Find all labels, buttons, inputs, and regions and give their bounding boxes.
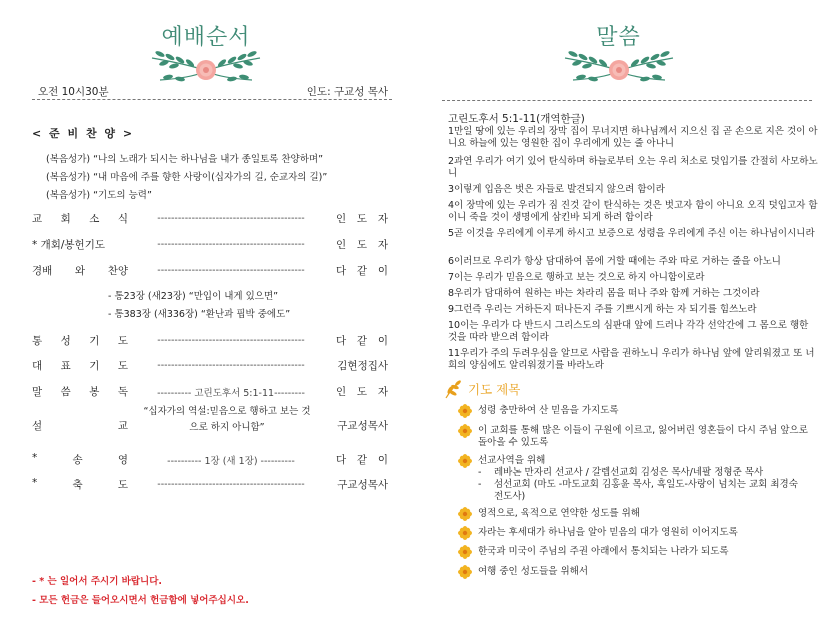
flower-bullet-icon: [458, 565, 472, 579]
prep-song: (복음성가) “내 마음에 주를 향한 사랑이(십자가의 길, 순교자의 길)”: [46, 172, 328, 183]
prep-praise-title: < 준 비 찬 양 >: [32, 127, 135, 140]
order-item-person: 다 같 이: [336, 454, 388, 466]
verse: 7이는 우리가 믿음으로 행하고 보는 것으로 하지 아니함이로라: [448, 272, 705, 283]
worship-hymn: - 통23장 (새23장) “만입이 내게 있으면”: [108, 291, 279, 302]
prayer-item: [458, 527, 808, 540]
order-dots: -------------------------------------------: [157, 265, 305, 276]
scripture-reference: 고린도후서 5:1-11(개역한글): [448, 113, 585, 125]
flower-bullet-icon: [458, 545, 472, 559]
order-item-name: * 개회/봉헌기도: [32, 239, 105, 251]
standing-notice: - * 는 일어서 주시기 바랍니다.: [32, 576, 163, 587]
flower-bullet-icon: [458, 404, 472, 418]
service-time: 오전 10시30분: [38, 86, 109, 98]
mission-sub-item: - 레바논 만자리 선교사 / 갈렙선교회 김성은 목사/네팔 정형준 목사: [478, 467, 764, 478]
floral-ornament-icon: [559, 48, 679, 86]
order-row: [32, 333, 388, 348]
offering-notice: - 모든 헌금은 들어오시면서 헌금함에 넣어주십시오.: [32, 595, 249, 606]
word-title: 말씀: [596, 25, 641, 50]
prayer-section-header: [442, 378, 520, 400]
prep-song: (복음성가) “나의 노래가 되시는 하나님을 내가 종일토록 찬양하며”: [46, 154, 323, 165]
order-dots: -------------------------------------------: [157, 239, 305, 250]
divider: [442, 100, 812, 101]
order-dots: -------------------------------------------: [157, 479, 305, 490]
order-item-name: 설 교: [32, 420, 128, 432]
verse: 6이러므로 우리가 항상 담대하여 몸에 거할 때에는 주와 따로 거하는 줄을 아노니: [448, 256, 781, 267]
order-item-person: 다 같 이: [336, 335, 388, 347]
order-row: [32, 452, 388, 467]
order-item-person: 김현정집사: [337, 360, 388, 372]
service-info: [38, 84, 388, 99]
flower-bullet-icon: [458, 526, 472, 540]
order-item-name: * 송 영: [32, 452, 128, 466]
order-row: [32, 358, 388, 373]
verse: 2과연 우리가 여기 있어 탄식하며 하늘로부터 오는 우리 처소로 덧입기를 간절히 사모하노니: [448, 156, 818, 179]
mission-heading: 선교사역을 위해: [478, 455, 546, 466]
prayer-title: 기도 제목: [468, 382, 521, 397]
verse: 10이는 우리가 다 반드시 그리스도의 심판대 앞에 드러나 각각 선악간에 그 몸으로 행한 것을 따라 받으려 함이라: [448, 320, 809, 343]
verse: 3이렇게 입음은 벗은 자들로 발견되지 않으려 함이라: [448, 184, 665, 195]
prayer-item: [458, 546, 808, 559]
verse: 9그런즉 우리는 거하든지 떠나든지 주를 기쁘시게 하는 자 되기를 힘쓰노라: [448, 304, 757, 315]
order-item-person: 인 도 자: [336, 239, 388, 251]
order-item-person: 인 도 자: [336, 213, 388, 225]
mission-sub-item: - 섬선교회 (마도 -마도교회 김홍윤 목사, 흑일도-사랑이 넘치는 교회 최경숙 전도사): [478, 479, 798, 502]
order-item-name: 교 회 소 식: [32, 213, 128, 225]
order-item-person: 다 같 이: [336, 265, 388, 277]
prayer-text: [478, 455, 808, 503]
prayer-text: 이 교회를 통해 많은 이들이 구원에 이르고, 잃어버린 영혼들이 다시 주님 앞으로 돌아올 수 있도록: [478, 425, 808, 448]
order-row: [32, 477, 388, 492]
prayer-item: [458, 455, 808, 503]
divider: [32, 99, 392, 100]
order-of-worship-panel: [0, 0, 412, 637]
order-row: [32, 263, 388, 278]
order-item-name: 통 성 기 도: [32, 335, 128, 347]
order-item-name: 대 표 기 도: [32, 360, 128, 372]
order-dots: -------------------------------------------: [157, 213, 305, 224]
sermon-title-line: 으로 하지 아니함”: [189, 422, 265, 433]
flower-bullet-icon: [458, 454, 472, 468]
verse: 8우리가 담대하여 원하는 바는 차라리 몸을 떠나 주와 함께 거하는 그것이라: [448, 288, 760, 299]
scripture-reading-ref: ---------- 고린도후서 5:1-11---------: [157, 387, 305, 399]
order-row: [32, 211, 388, 226]
order-dots: -------------------------------------------: [157, 360, 305, 371]
prep-song: (복음성가) “기도의 능력”: [46, 190, 152, 201]
flower-bullet-icon: [458, 507, 472, 521]
prayer-item: [458, 508, 808, 521]
leaf-sprig-icon: [442, 378, 464, 400]
order-item-name: * 축 도: [32, 477, 128, 491]
closing-hymn: ---------- 1장 (새 1장) ----------: [167, 455, 295, 467]
order-dots: -------------------------------------------: [157, 335, 305, 346]
prayer-text: 성령 충만하여 산 믿음을 가지도록: [478, 405, 619, 416]
verse: 1만일 땅에 있는 우리의 장막 집이 무너지면 하나님께서 지으신 집 곧 손으로 지은 것이 아니요 하늘에 있는 영원한 집이 우리에게 있는 줄 아나니: [448, 126, 818, 149]
service-leader: 인도: 구교성 목사: [306, 86, 388, 98]
prayer-text: 한국과 미국이 주님의 주권 아래에서 통치되는 나라가 되도록: [478, 546, 729, 557]
verse: 11우리가 주의 두려우심을 알므로 사람을 권하노니 우리가 하나님 앞에 알리워졌고 또 너희의 양심에도 알리워졌기를 바라노라: [448, 348, 815, 371]
verse: 5곧 이것을 우리에게 이루게 하시고 보증으로 성령을 우리에게 주신 이는 하나님이시니라: [448, 228, 815, 239]
prayer-item: [458, 566, 808, 579]
sermon-title-line: “십자가의 역설:믿음으로 행하고 보는 것: [143, 406, 311, 417]
order-row: [32, 237, 388, 252]
prayer-text: 영적으로, 육적으로 연약한 성도를 위해: [478, 508, 640, 519]
sermon-title: [132, 404, 322, 436]
order-item-name: 말 씀 봉 독: [32, 386, 128, 398]
order-item-person: 구교성목사: [337, 420, 388, 432]
prayer-item: [458, 425, 808, 449]
floral-ornament-icon: [146, 48, 266, 86]
order-title: 예배순서: [161, 25, 251, 50]
order-row: [32, 384, 388, 399]
prayer-item: [458, 405, 808, 418]
order-item-person: 구교성목사: [337, 479, 388, 491]
prayer-text: 여행 중인 성도들을 위해서: [478, 566, 589, 577]
sermon-text-panel: [412, 0, 825, 637]
order-item-person: 인 도 자: [336, 386, 388, 398]
verse: 4이 장막에 있는 우리가 짐 진것 같이 탄식하는 것은 벗고자 함이 아니요 오직 덧입고자 함이니 죽을 것이 생명에게 삼킨바 되게 하려 함이라: [448, 200, 818, 223]
worship-hymn: - 통383장 (새336장) “환난과 핍박 중에도”: [108, 309, 291, 320]
flower-bullet-icon: [458, 424, 472, 438]
order-item-name: 경배 와 찬양: [32, 265, 128, 277]
prayer-text: 자라는 후세대가 하나님을 알아 믿음의 대가 영원히 이어지도록: [478, 527, 738, 538]
